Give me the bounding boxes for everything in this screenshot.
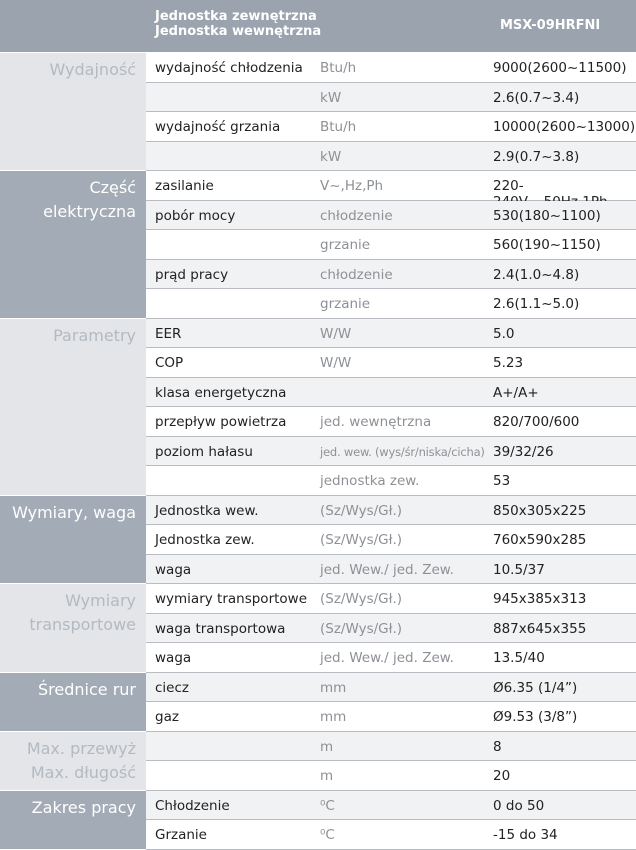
- table-row: [146, 820, 636, 850]
- parameter-cell: wydajność chłodzenia: [155, 60, 303, 76]
- value-cell: 10.5/37: [493, 561, 545, 578]
- parameter-cell: klasa energetyczna: [155, 384, 287, 401]
- table-row: [146, 378, 636, 408]
- section-label: [0, 171, 146, 318]
- indoor-unit-label: Jednostka wewnętrzna: [155, 24, 322, 39]
- unit-cell: jednostka zew.: [320, 473, 420, 489]
- section-label-line: transportowe: [29, 615, 136, 634]
- value-cell: 0 do 50: [493, 797, 545, 814]
- unit-cell: mm: [320, 679, 347, 696]
- table-row: [146, 555, 636, 585]
- table-row: [146, 142, 636, 172]
- parameter-cell: Grzanie: [155, 827, 207, 843]
- section-label: [0, 319, 146, 495]
- table-row: [146, 201, 636, 231]
- value-cell: 850x305x225: [493, 502, 587, 519]
- section-rows: [146, 673, 636, 732]
- section-wydajnosc: [0, 53, 636, 170]
- section-label-line: Zakres pracy: [31, 797, 136, 817]
- table-row: [146, 614, 636, 644]
- table-row: [146, 112, 636, 142]
- model-name: MSX-09HRFNI: [500, 18, 601, 33]
- value-cell: 2.6(0.7~3.4): [493, 89, 580, 106]
- section-label-line: Wymiary: [65, 591, 136, 610]
- section-zakres-pracy: [0, 791, 636, 849]
- unit-cell: mm: [320, 709, 347, 725]
- parameter-cell: wymiary transportowe: [155, 591, 308, 607]
- value-cell: Ø6.35 (1/4”): [493, 679, 578, 696]
- parameter-cell: pobór mocy: [155, 207, 236, 224]
- section-rows: [146, 584, 636, 673]
- section-label-line: Max. długość: [30, 762, 136, 782]
- unit-cell: Btu/h: [320, 60, 357, 76]
- table-row: [146, 171, 636, 201]
- table-row: [146, 53, 636, 83]
- parameter-cell: Jednostka wew.: [155, 502, 259, 519]
- section-parametry: [0, 319, 636, 495]
- unit-cell: Btu/h: [320, 119, 357, 135]
- unit-cell: V~,Hz,Ph: [320, 178, 384, 194]
- table-row: [146, 791, 636, 821]
- parameter-cell: zasilanie: [155, 178, 214, 194]
- unit-cell: kW: [320, 89, 342, 106]
- unit-cell: chłodzenie: [320, 207, 393, 224]
- section-max: [0, 732, 636, 790]
- table-row: [146, 673, 636, 703]
- value-cell: 13.5/40: [493, 650, 545, 666]
- value-cell: Ø9.53 (3/8”): [493, 709, 578, 725]
- section-label: [0, 53, 146, 170]
- value-cell: 760x590x285: [493, 532, 587, 548]
- table-row: [146, 525, 636, 555]
- section-label: [0, 496, 146, 584]
- section-label-line: Część: [89, 178, 136, 197]
- section-srednice-rur: [0, 673, 636, 731]
- section-label-line: Max. przewyż: [26, 738, 136, 758]
- section-rows: [146, 319, 636, 496]
- value-cell: 820/700/600: [493, 414, 580, 430]
- value-cell: -15 do 34: [493, 827, 558, 843]
- parameter-cell: waga transportowa: [155, 620, 286, 637]
- unit-cell: (Sz/Wys/Gł.): [320, 532, 403, 548]
- value-cell: 560(190~1150): [493, 237, 601, 253]
- unit-cell: grzanie: [320, 237, 371, 253]
- unit-names: [155, 9, 321, 39]
- section-label: [0, 673, 146, 731]
- table-row: [146, 230, 636, 260]
- value-cell: 887x645x355: [493, 620, 587, 637]
- unit-cell: ⁰C: [320, 797, 335, 814]
- unit-cell: (Sz/Wys/Gł.): [320, 620, 403, 637]
- unit-cell: (Sz/Wys/Gł.): [320, 591, 403, 607]
- parameter-cell: ciecz: [155, 679, 189, 696]
- section-label: [0, 732, 146, 790]
- unit-cell: m: [320, 738, 334, 755]
- value-cell: 39/32/26: [493, 443, 554, 460]
- value-cell: 10000(2600~13000): [493, 119, 636, 135]
- section-rows: [146, 791, 636, 850]
- section-rows: [146, 53, 636, 171]
- parameter-cell: gaz: [155, 709, 179, 725]
- table-row: [146, 319, 636, 349]
- unit-cell: (Sz/Wys/Gł.): [320, 502, 403, 519]
- parameter-cell: waga: [155, 650, 192, 666]
- section-label: [0, 584, 146, 672]
- value-cell: 2.9(0.7~3.8): [493, 148, 580, 165]
- table-row: [146, 466, 636, 496]
- parameter-cell: poziom hałasu: [155, 443, 253, 460]
- parameter-cell: Chłodzenie: [155, 797, 230, 814]
- parameter-cell: przepływ powietrza: [155, 414, 287, 430]
- value-cell: 20: [493, 768, 511, 784]
- table-row: [146, 496, 636, 526]
- section-rows: [146, 496, 636, 585]
- unit-cell: W/W: [320, 325, 352, 342]
- value-cell: 945x385x313: [493, 591, 587, 607]
- parameter-cell: EER: [155, 325, 182, 342]
- value-cell: 530(180~1100): [493, 207, 601, 224]
- table-row: [146, 348, 636, 378]
- table-row: [146, 437, 636, 467]
- unit-cell: m: [320, 768, 334, 784]
- section-label: [0, 791, 146, 849]
- section-rows: [146, 171, 636, 319]
- table-row: [146, 83, 636, 113]
- value-cell: 9000(2600~11500): [493, 60, 627, 76]
- table-row: [146, 643, 636, 673]
- outdoor-unit-label: Jednostka zewnętrzna: [155, 9, 317, 24]
- section-label-line: Wydajność: [49, 60, 136, 79]
- unit-cell: jed. Wew./ jed. Zew.: [320, 561, 454, 578]
- section-label-line: Parametry: [53, 325, 136, 345]
- parameter-cell: prąd pracy: [155, 266, 229, 283]
- table-header: [0, 0, 636, 52]
- table-row: [146, 702, 636, 732]
- section-label-line: elektryczna: [43, 202, 136, 221]
- unit-cell: jed. Wew./ jed. Zew.: [320, 650, 454, 666]
- value-cell: 5.0: [493, 325, 515, 342]
- value-cell: 5.23: [493, 355, 524, 371]
- unit-cell: grzanie: [320, 296, 371, 312]
- parameter-cell: Jednostka zew.: [155, 532, 255, 548]
- value-cell: A+/A+: [493, 384, 539, 401]
- table-row: [146, 761, 636, 791]
- unit-cell: kW: [320, 148, 342, 165]
- table-row: [146, 732, 636, 762]
- unit-cell: chłodzenie: [320, 266, 393, 283]
- section-wymiary-transportowe: [0, 584, 636, 672]
- value-cell: 8: [493, 738, 502, 755]
- section-label-line: Wymiary, waga: [12, 502, 136, 522]
- parameter-cell: wydajność grzania: [155, 119, 281, 135]
- unit-cell: ⁰C: [320, 827, 335, 843]
- section-wymiary-waga: [0, 496, 636, 584]
- value-cell: 53: [493, 473, 511, 489]
- unit-cell: jed. wew. (wys/śr/niska/cicha): [320, 444, 485, 459]
- table-row: [146, 289, 636, 319]
- table-row: [146, 407, 636, 437]
- section-label-line: Średnice rur: [38, 679, 136, 699]
- table-row: [146, 584, 636, 614]
- unit-cell: W/W: [320, 355, 352, 371]
- value-cell: 220-: [493, 178, 524, 194]
- parameter-cell: waga: [155, 561, 192, 578]
- table-row: [146, 260, 636, 290]
- unit-cell: jed. wewnętrzna: [320, 414, 432, 430]
- section-czesc-elektryczna: [0, 171, 636, 318]
- section-rows: [146, 732, 636, 791]
- parameter-cell: COP: [155, 355, 184, 371]
- value-cell: 2.4(1.0~4.8): [493, 266, 580, 283]
- value-cell: 2.6(1.1~5.0): [493, 296, 580, 312]
